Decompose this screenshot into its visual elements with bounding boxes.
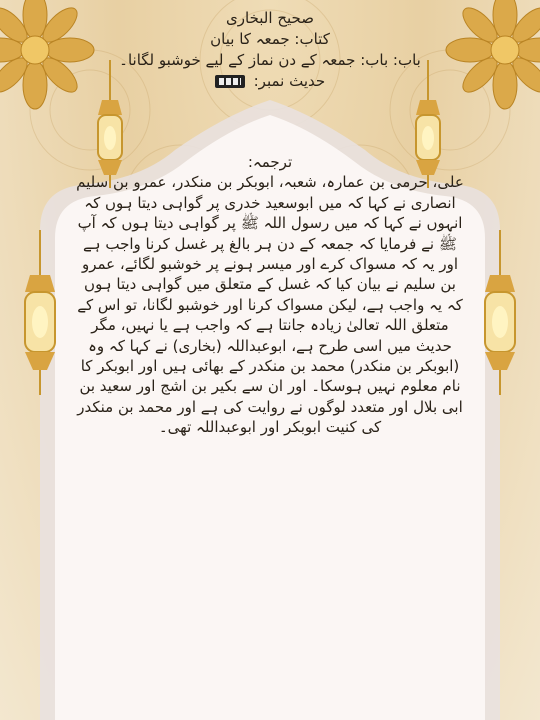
bab-title: باب: باب: جمعہ کے دن نماز کے لیے خوشبو لگانا۔ <box>119 51 421 69</box>
hadith-header <box>70 8 470 92</box>
hadith-number-line <box>70 71 470 92</box>
translation-label: ترجمہ: <box>247 153 293 171</box>
hadith-number-label: حدیث نمبر: <box>253 72 326 90</box>
lantern-icon <box>475 230 525 400</box>
kitab-title: کتاب: جمعہ کا بیان <box>210 30 330 48</box>
translation-text: علی، حرمی بن عمارہ، شعبہ، ابوبکر بن منکدر، عمرو بن سلیم انصاری نے کہا کہ میں ابوسعید خدری پر گواہی دیتا ہوں کہ انہوں نے کہا کہ میں رسول اللہ ﷺ پر گواہی دیتا ہوں کہ آپ ﷺ نے فرمایا کہ جمعہ کے دن ہر بالغ پر غسل کرنا واجب ہے اور یہ کہ مسواک کرے اور میسر ہونے پر خوشبو لگائے، عمرو بن سلیم نے بیان کیا کہ غسل کے متعلق میں گواہی دیتا ہوں کہ یہ واجب ہے، لیکن مسواک کرنا اور خوشبو لگانا، تو اس کے متعلق اللہ تعالیٰ زیادہ جانتا ہے کہ واجب ہے یا نہیں، مگر حدیث میں اسی طرح ہے، ابوعبداللہ (بخاری) نے کہا کہ وہ (ابوبکر بن منکدر) محمد بن منکدر کے بھائی ہیں اور ابوبکر کا نام معلوم نہیں ہوسکا۔ اور ان سے بکیر بن اشج اور سعید بن ابی بلال اور متعدد لوگوں نے روایت کی ہے اور محمد بن منکدر کی کنیت ابوبکر اور ابوعبداللہ تھی۔ <box>76 173 464 437</box>
translation-block <box>75 152 465 438</box>
hadith-number-box <box>215 75 245 88</box>
lantern-icon <box>15 230 65 400</box>
book-title: صحیح البخاری <box>226 9 314 27</box>
